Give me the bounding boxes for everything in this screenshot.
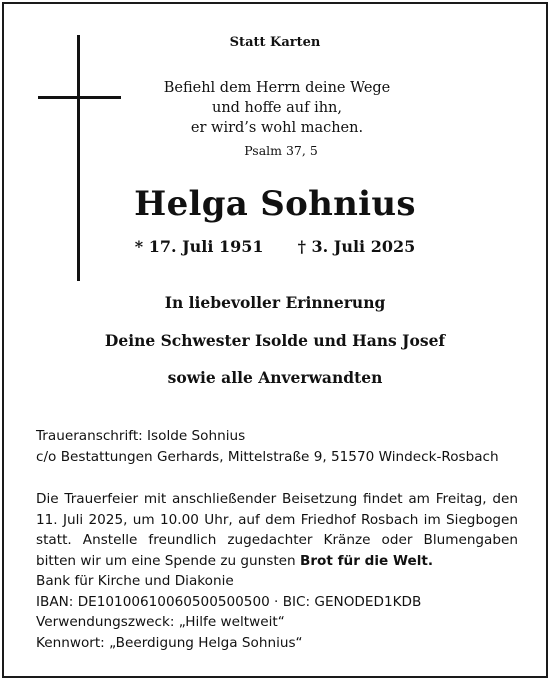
ceremony-paragraph [36,489,518,571]
header-statt-karten: Statt Karten [229,35,321,50]
memory-line: In liebevoller Erinnerung [164,293,386,312]
obituary-notice [2,2,548,678]
family-line: Deine Schwester Isolde und Hans Josef [104,331,446,350]
mourning-address [36,426,516,468]
payment-purpose: Verwendungszweck: „Hilfe weltweit“ [36,614,285,630]
relatives-line: sowie alle Anverwandten [167,368,383,387]
charity-name: Brot für die Welt. [299,552,434,569]
life-dates [4,237,546,256]
verse-line: und hoffe auf ihn, [211,100,342,116]
verse-reference: Psalm 37, 5 [244,143,318,158]
payment-keyword: Kennwort: „Beerdigung Helga Sohnius“ [36,634,303,651]
birth-date: * 17. Juli 1951 [134,237,264,256]
bible-verse [72,78,482,138]
ceremony-text: Die Trauerfeier mit anschließender Beisetzung findet am Freitag, den 11. Juli 2025, um 10.00 Uhr, auf dem Friedhof Rosbach im Siegbogen statt. Anstelle freundlich zugedachter Kränze oder Blumengaben bitten wir um eine Spende zu gunsten [36,491,518,569]
death-date: † 3. Juli 2025 [297,237,416,256]
verse-line: er wird’s wohl machen. [190,120,364,136]
deceased-name: Helga Sohnius [134,184,416,224]
funeral-details [36,489,518,653]
verse-line: Befiehl dem Herrn deine Wege [163,80,391,96]
address-line: c/o Bestattungen Gerhards, Mittelstraße 9, 51570 Windeck-Rosbach [36,449,499,465]
address-line: Traueranschrift: Isolde Sohnius [36,428,246,444]
bank-account: IBAN: DE10100610060500500500 · BIC: GENODED1KDB [36,593,422,610]
bank-name: Bank für Kirche und Diakonie [36,573,234,589]
